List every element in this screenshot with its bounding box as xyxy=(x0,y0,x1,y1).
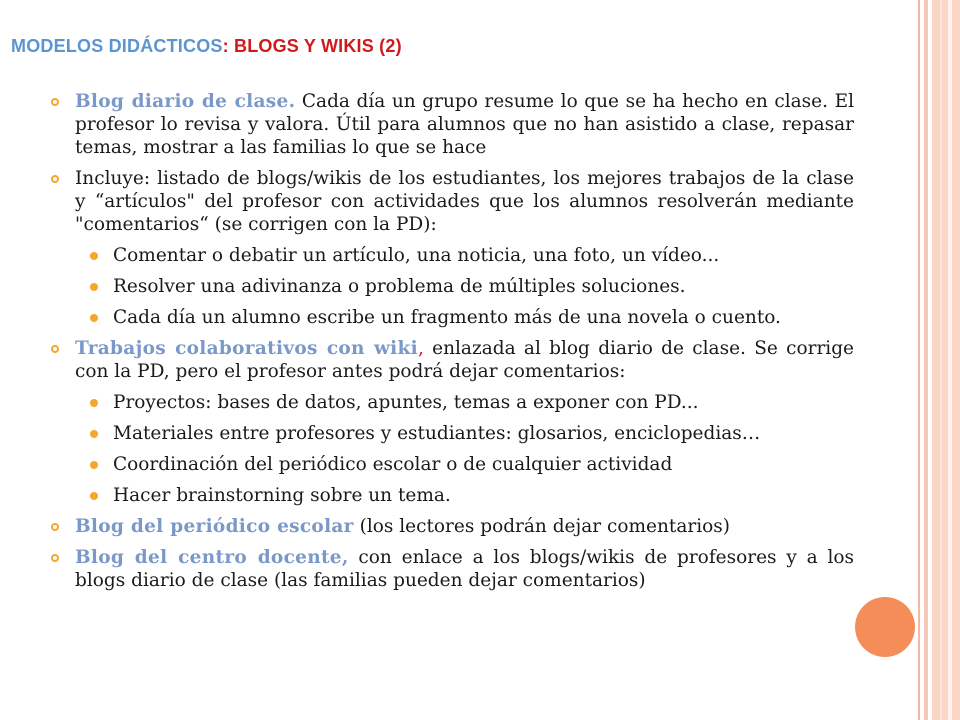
subbullet-text: Coordinación del periódico escolar o de cualquier actividad xyxy=(113,454,673,475)
ring-bullet-icon xyxy=(51,554,59,562)
slide-title xyxy=(11,36,402,57)
ring-bullet-icon xyxy=(51,175,59,183)
dot-bullet-icon xyxy=(90,399,98,407)
bullet-text: Cada día un grupo resume lo que se ha hecho en clase. El profesor lo revisa y valora. Útil para alumnos que no han asistido a clase, repasar temas, mostrar a las familias lo que se hace xyxy=(75,91,854,158)
bullet-centro-docente xyxy=(0,546,854,592)
subbullet-materiales xyxy=(0,422,854,445)
bullet-text: enlazada al blog diario de clase. Se corrige con la PD, pero el profesor antes podrá dejar comentarios: xyxy=(75,338,855,382)
ring-bullet-icon xyxy=(51,98,59,106)
bullet-highlight: Trabajos colaborativos con wiki xyxy=(75,338,418,359)
subbullet-text: Resolver una adivinanza o problema de múltiples soluciones. xyxy=(113,276,686,297)
dot-bullet-icon xyxy=(90,283,98,291)
side-decoration-line xyxy=(924,0,928,720)
subbullet-cada-dia xyxy=(0,306,854,329)
bullet-periodico xyxy=(0,515,854,538)
dot-bullet-icon xyxy=(90,461,98,469)
bullet-incluye xyxy=(0,167,854,236)
bullet-trabajos-wiki xyxy=(0,337,854,383)
bullet-highlight: Blog del periódico escolar xyxy=(75,516,354,537)
slide-title-part1: MODELOS DIDÁCTICOS xyxy=(11,36,223,56)
dot-bullet-icon xyxy=(90,492,98,500)
subbullet-resolver xyxy=(0,275,854,298)
slide-body xyxy=(0,90,870,600)
dot-bullet-icon xyxy=(90,430,98,438)
bullet-highlight: Blog del centro docente, xyxy=(75,547,349,568)
subbullet-coordinacion xyxy=(0,453,854,476)
subbullet-proyectos xyxy=(0,391,854,414)
slide-title-part2: : BLOGS Y WIKIS (2) xyxy=(222,36,402,56)
bullet-text: (los lectores podrán dejar comentarios) xyxy=(353,516,730,537)
side-decoration-line xyxy=(918,0,920,720)
side-decoration-line xyxy=(948,0,952,720)
subbullet-text: Cada día un alumno escribe un fragmento más de una novela o cuento. xyxy=(113,307,781,328)
subbullet-brainstorming xyxy=(0,484,854,507)
ring-bullet-icon xyxy=(51,345,59,353)
side-decoration-line xyxy=(940,0,942,720)
dot-bullet-icon xyxy=(90,314,98,322)
bullet-text: Incluye: listado de blogs/wikis de los estudiantes, los mejores trabajos de la clase y “artículos" del profesor con actividades que los alumnos resolverán mediante "comentarios“ (se corrigen con la PD): xyxy=(75,168,854,235)
bullet-highlight: Blog diario de clase xyxy=(75,91,289,112)
bullet-separator: . xyxy=(288,91,296,112)
side-decoration-band xyxy=(932,0,960,720)
subbullet-comentar xyxy=(0,244,854,267)
subbullet-text: Comentar o debatir un artículo, una noticia, una foto, un vídeo... xyxy=(113,245,720,266)
bullet-separator: , xyxy=(417,338,424,359)
subbullet-text: Hacer brainstorning sobre un tema. xyxy=(113,485,451,506)
bullet-blog-diario xyxy=(0,90,854,159)
ring-bullet-icon xyxy=(51,523,59,531)
subbullet-text: Proyectos: bases de datos, apuntes, temas a exponer con PD... xyxy=(113,392,699,413)
subbullet-text: Materiales entre profesores y estudiantes: glosarios, enciclopedias… xyxy=(113,423,761,444)
bullet-text: con enlace a los blogs/wikis de profesores y a los blogs diario de clase (las familias pueden dejar comentarios) xyxy=(75,547,854,591)
decorative-orange-circle xyxy=(855,597,915,657)
dot-bullet-icon xyxy=(90,252,98,260)
